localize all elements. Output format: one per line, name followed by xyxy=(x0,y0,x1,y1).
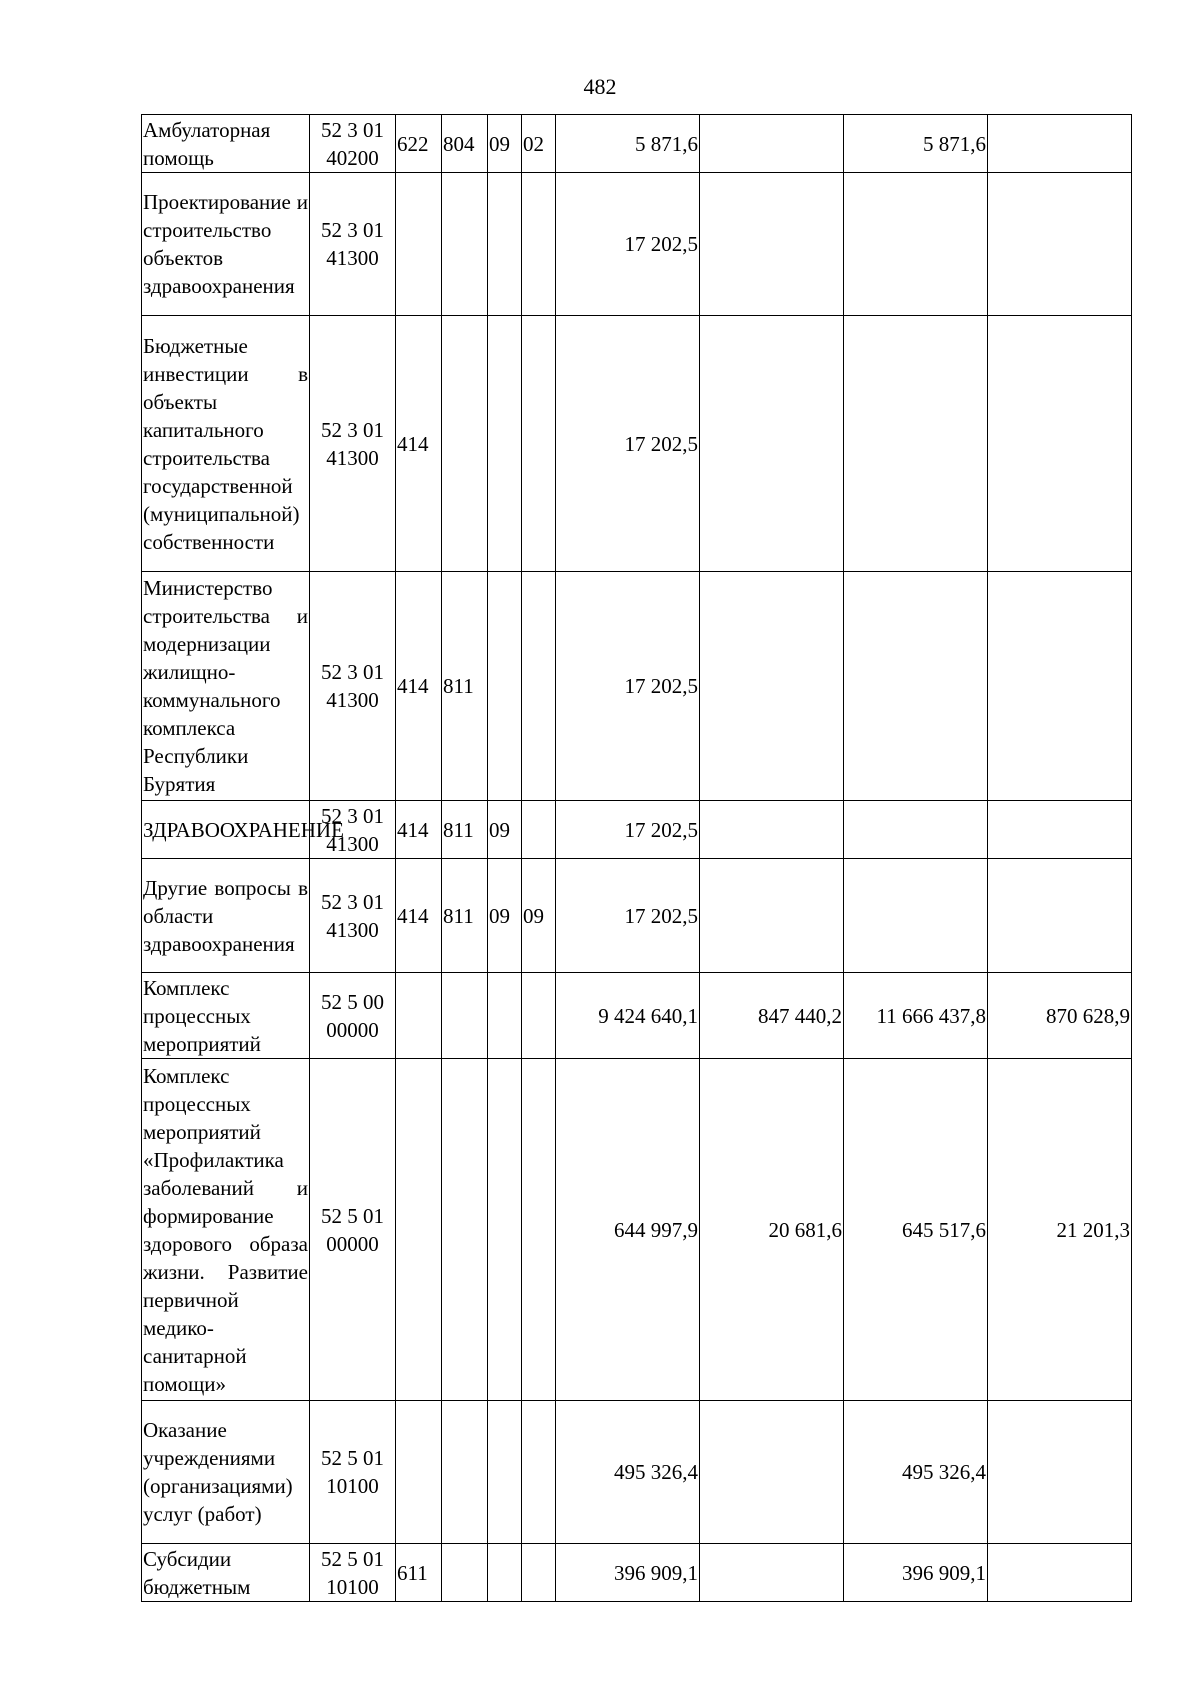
grbs-code-cell xyxy=(442,173,488,316)
pr-code-cell xyxy=(522,801,556,859)
table-row xyxy=(142,572,1132,801)
csr-code-part: 41300 xyxy=(326,917,379,942)
amount-cell-3: 396 909,1 xyxy=(844,1544,988,1602)
rz-code-cell xyxy=(488,973,522,1059)
amount-cell-2 xyxy=(700,1544,844,1602)
pr-code-cell: 09 xyxy=(522,859,556,973)
csr-code-cell xyxy=(310,115,396,173)
csr-code-cell xyxy=(310,316,396,572)
amount-cell-4: 21 201,3 xyxy=(988,1059,1132,1401)
csr-code-part: 10100 xyxy=(326,1474,379,1498)
rz-code-cell xyxy=(488,1059,522,1401)
rz-code-cell: 09 xyxy=(488,115,522,173)
csr-code-part: 10100 xyxy=(326,1574,379,1599)
vr-code-cell: 414 xyxy=(396,316,442,572)
csr-code-part: 52 3 01 xyxy=(321,218,384,242)
table-row xyxy=(142,801,1132,859)
amount-cell-4: 870 628,9 xyxy=(988,973,1132,1059)
row-name-cell: Комплекс процессных мероприятий xyxy=(142,973,310,1059)
rz-code-cell xyxy=(488,316,522,572)
amount-cell-2: 20 681,6 xyxy=(700,1059,844,1401)
amount-cell-1: 17 202,5 xyxy=(556,173,700,316)
amount-cell-1: 9 424 640,1 xyxy=(556,973,700,1059)
pr-code-cell xyxy=(522,316,556,572)
amount-cell-1: 17 202,5 xyxy=(556,859,700,973)
table-row xyxy=(142,173,1132,316)
amount-cell-3 xyxy=(844,801,988,859)
pr-code-cell: 02 xyxy=(522,115,556,173)
table-row xyxy=(142,1544,1132,1602)
rz-code-cell: 09 xyxy=(488,859,522,973)
csr-code-part: 41300 xyxy=(326,831,379,856)
vr-code-cell: 414 xyxy=(396,859,442,973)
amount-cell-4 xyxy=(988,173,1132,316)
amount-cell-2: 847 440,2 xyxy=(700,973,844,1059)
grbs-code-cell: 811 xyxy=(442,859,488,973)
vr-code-cell xyxy=(396,973,442,1059)
csr-code-part: 00000 xyxy=(326,1017,379,1042)
rz-code-cell xyxy=(488,572,522,801)
grbs-code-cell: 811 xyxy=(442,572,488,801)
csr-code-cell xyxy=(310,859,396,973)
amount-cell-2 xyxy=(700,859,844,973)
amount-cell-4 xyxy=(988,572,1132,801)
table-row xyxy=(142,1059,1132,1401)
csr-code-part: 52 5 01 xyxy=(321,1546,384,1571)
rz-code-cell xyxy=(488,173,522,316)
row-name-cell: ЗДРАВООХРАНЕНИЕ xyxy=(142,801,310,859)
pr-code-cell xyxy=(522,1401,556,1544)
row-name-cell: Оказание учреждениями (организациями) услуг (работ) xyxy=(142,1401,310,1544)
amount-cell-1: 495 326,4 xyxy=(556,1401,700,1544)
csr-code-part: 41300 xyxy=(326,688,379,712)
amount-cell-1: 17 202,5 xyxy=(556,316,700,572)
amount-cell-1: 17 202,5 xyxy=(556,801,700,859)
amount-cell-3 xyxy=(844,173,988,316)
grbs-code-cell xyxy=(442,973,488,1059)
row-name-cell: Министерство строительства и модернизации жилищно-коммунального комплекса Республики Бурятия xyxy=(142,572,310,801)
amount-cell-3: 645 517,6 xyxy=(844,1059,988,1401)
pr-code-cell xyxy=(522,572,556,801)
amount-cell-3: 495 326,4 xyxy=(844,1401,988,1544)
csr-code-cell xyxy=(310,1544,396,1602)
csr-code-part: 52 3 01 xyxy=(321,117,384,142)
amount-cell-4 xyxy=(988,801,1132,859)
rz-code-cell xyxy=(488,1544,522,1602)
csr-code-cell xyxy=(310,173,396,316)
amount-cell-2 xyxy=(700,115,844,173)
csr-code-part: 52 3 01 xyxy=(321,660,384,684)
row-name-cell: Проектирование и строительство объектов здравоохранения xyxy=(142,173,310,316)
amount-cell-4 xyxy=(988,316,1132,572)
csr-code-cell xyxy=(310,973,396,1059)
vr-code-cell: 611 xyxy=(396,1544,442,1602)
row-name-cell: Амбулаторная помощь xyxy=(142,115,310,173)
table-row xyxy=(142,1401,1132,1544)
grbs-code-cell: 811 xyxy=(442,801,488,859)
budget-table xyxy=(141,114,1132,1602)
table-row xyxy=(142,973,1132,1059)
csr-code-part: 52 3 01 xyxy=(321,803,384,828)
amount-cell-1: 5 871,6 xyxy=(556,115,700,173)
amount-cell-3 xyxy=(844,316,988,572)
table-row xyxy=(142,859,1132,973)
pr-code-cell xyxy=(522,973,556,1059)
grbs-code-cell: 804 xyxy=(442,115,488,173)
amount-cell-1: 644 997,9 xyxy=(556,1059,700,1401)
table-row xyxy=(142,316,1132,572)
csr-code-cell xyxy=(310,1059,396,1401)
vr-code-cell: 414 xyxy=(396,801,442,859)
amount-cell-2 xyxy=(700,1401,844,1544)
csr-code-part: 52 5 01 xyxy=(321,1203,384,1228)
page-number: 482 xyxy=(583,74,617,99)
amount-cell-4 xyxy=(988,1544,1132,1602)
amount-cell-1: 396 909,1 xyxy=(556,1544,700,1602)
row-name-cell: Бюджетные инвестиции в объекты капитального строительства государственной (муниципальной) собственности xyxy=(142,316,310,572)
row-name-cell: Другие вопросы в области здравоохранения xyxy=(142,859,310,973)
csr-code-part: 52 3 01 xyxy=(321,889,384,914)
grbs-code-cell xyxy=(442,316,488,572)
csr-code-part: 41300 xyxy=(326,445,379,470)
vr-code-cell xyxy=(396,1401,442,1544)
amount-cell-2 xyxy=(700,572,844,801)
table-body xyxy=(142,115,1132,1602)
amount-cell-3: 11 666 437,8 xyxy=(844,973,988,1059)
amount-cell-3 xyxy=(844,859,988,973)
amount-cell-2 xyxy=(700,801,844,859)
row-name-cell: Субсидии бюджетным xyxy=(142,1544,310,1602)
row-name-cell: Комплекс процессных мероприятий «Профилактика заболеваний и формирование здорового образа жизни. Развитие первичной медико-санитарной помощи» xyxy=(142,1059,310,1401)
grbs-code-cell xyxy=(442,1401,488,1544)
grbs-code-cell xyxy=(442,1544,488,1602)
vr-code-cell xyxy=(396,173,442,316)
amount-cell-3 xyxy=(844,572,988,801)
pr-code-cell xyxy=(522,1059,556,1401)
grbs-code-cell xyxy=(442,1059,488,1401)
vr-code-cell: 622 xyxy=(396,115,442,173)
amount-cell-1: 17 202,5 xyxy=(556,572,700,801)
csr-code-part: 40200 xyxy=(326,145,379,170)
table-row xyxy=(142,115,1132,173)
amount-cell-3: 5 871,6 xyxy=(844,115,988,173)
amount-cell-4 xyxy=(988,1401,1132,1544)
csr-code-part: 52 5 01 xyxy=(321,1446,384,1470)
pr-code-cell xyxy=(522,173,556,316)
pr-code-cell xyxy=(522,1544,556,1602)
amount-cell-2 xyxy=(700,173,844,316)
amount-cell-4 xyxy=(988,859,1132,973)
csr-code-cell xyxy=(310,572,396,801)
rz-code-cell xyxy=(488,1401,522,1544)
vr-code-cell xyxy=(396,1059,442,1401)
csr-code-part: 52 3 01 xyxy=(321,417,384,442)
amount-cell-2 xyxy=(700,316,844,572)
csr-code-part: 52 5 00 xyxy=(321,989,384,1014)
csr-code-part: 41300 xyxy=(326,246,379,270)
vr-code-cell: 414 xyxy=(396,572,442,801)
csr-code-part: 00000 xyxy=(326,1231,379,1256)
csr-code-cell xyxy=(310,1401,396,1544)
amount-cell-4 xyxy=(988,115,1132,173)
rz-code-cell: 09 xyxy=(488,801,522,859)
